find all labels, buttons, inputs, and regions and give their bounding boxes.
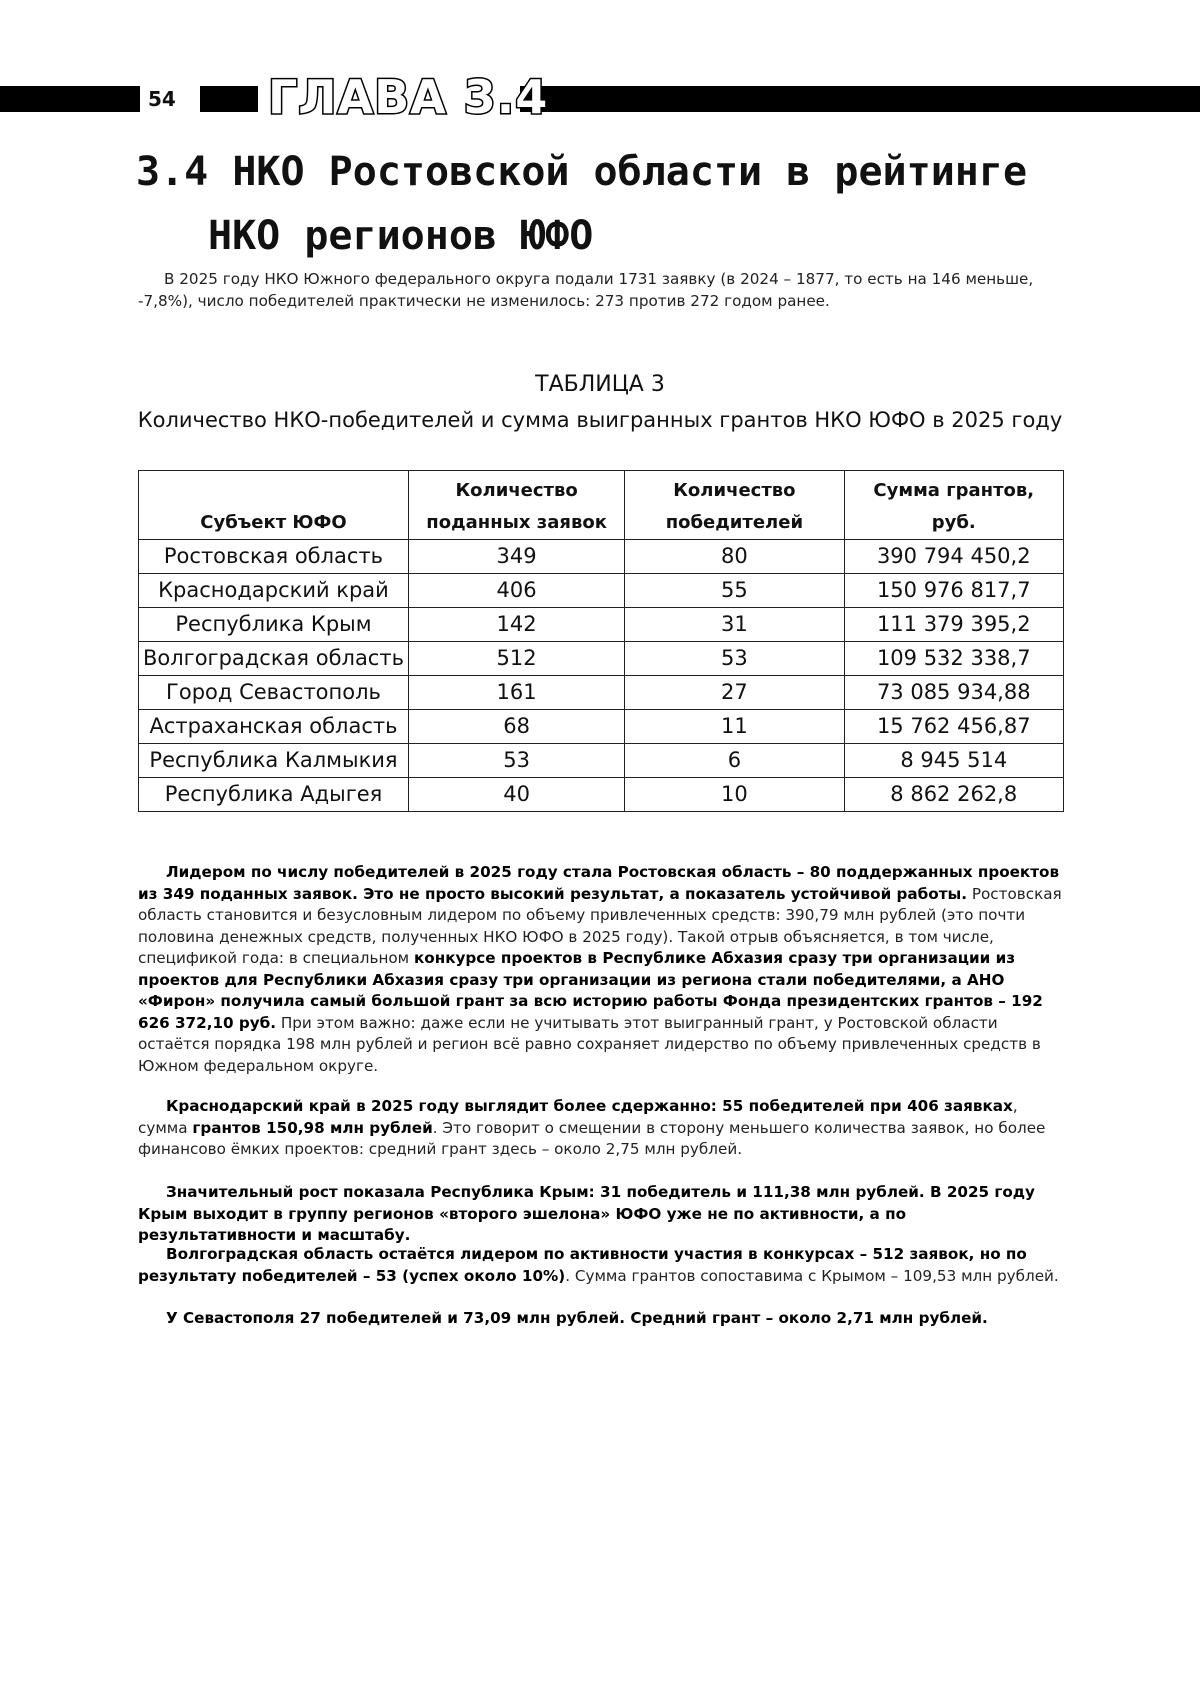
paragraph-sevastopol: У Севастополя 27 победителей и 73,09 млн рублей. Средний грант – около 2,71 млн рублей.: [166, 1309, 988, 1327]
cell-winners: 31: [625, 608, 844, 642]
cell-amount: 150 976 817,7: [844, 574, 1063, 608]
cell-applications: 53: [408, 744, 624, 778]
section-title-line1: 3.4 НКО Ростовской области в рейтинге: [136, 149, 1028, 195]
cell-amount: 390 794 450,2: [844, 540, 1063, 574]
cell-applications: 161: [408, 676, 624, 710]
cell-region: Республика Калмыкия: [139, 744, 409, 778]
cell-region: Ростовская область: [139, 540, 409, 574]
cell-amount: 8 945 514: [844, 744, 1063, 778]
header-region: Субъект ЮФО: [139, 471, 409, 540]
header-winners: Количество победителей: [625, 471, 844, 540]
cell-winners: 80: [625, 540, 844, 574]
cell-winners: 11: [625, 710, 844, 744]
section-title: [136, 140, 1116, 268]
table-label: ТАБЛИЦА 3: [535, 372, 665, 397]
intro-paragraph: В 2025 году НКО Южного федерального округа подали 1731 заявку (в 2024 – 1877, то есть на 146 меньше, -7,8%), число победителей практически не изменилось: 273 против 272 годом ранее.: [138, 270, 1034, 310]
cell-amount: 109 532 338,7: [844, 642, 1063, 676]
table-row: [139, 574, 1064, 608]
cell-amount: 15 762 456,87: [844, 710, 1063, 744]
cell-region: Город Севастополь: [139, 676, 409, 710]
cell-winners: 55: [625, 574, 844, 608]
paragraph-rostov: Лидером по числу победителей в 2025 году стала Ростовская область – 80 поддержанных проектов из 349 поданных заявок. Это не просто высокий результат, а показатель устойчивой работы. Ростовская область становится и безусловным лидером по объему привлеченных средств: 390,79 млн рублей (это почти половина денежных средств, полученных НКО ЮФО в 2025 году). Такой отрыв объясняется, в том числе, спецификой года: в специальном конкурсе проектов в Республике Абхазия сразу три организации из проектов для Республики Абхазия сразу три организации из региона стали победителями, а АНО «Фирон» получила самый большой грант за всю историю работы Фонда президентских грантов – 192 626 372,10 руб. При этом важно: даже если не учитывать этот выигранный грант, у Ростовской области остаётся порядка 198 млн рублей и регион всё равно сохраняет лидерство по объему привлеченных средств в Южном федеральном округе.: [138, 863, 1062, 1075]
paragraph-volgograd: Волгоградская область остаётся лидером по активности участия в конкурсах – 512 заявок, но по результату победителей – 53 (успех около 10%). Сумма грантов сопоставима с Крымом – 109,53 млн рублей.: [138, 1245, 1059, 1285]
cell-amount: 111 379 395,2: [844, 608, 1063, 642]
cell-applications: 40: [408, 778, 624, 812]
cell-region: Краснодарский край: [139, 574, 409, 608]
table-caption: Количество НКО-победителей и сумма выигранных грантов НКО ЮФО в 2025 году: [137, 408, 1063, 432]
section-title-line2: НКО регионов ЮФО: [208, 213, 594, 259]
table-row: [139, 608, 1064, 642]
cell-amount: 73 085 934,88: [844, 676, 1063, 710]
cell-applications: 142: [408, 608, 624, 642]
table-header-row: [139, 471, 1064, 540]
cell-region: Республика Крым: [139, 608, 409, 642]
table-row: [139, 676, 1064, 710]
table-row: [139, 710, 1064, 744]
cell-region: Республика Адыгея: [139, 778, 409, 812]
cell-applications: 512: [408, 642, 624, 676]
cell-winners: 53: [625, 642, 844, 676]
cell-applications: 406: [408, 574, 624, 608]
header-amount: Сумма грантов, руб.: [844, 471, 1063, 540]
cell-region: Астраханская область: [139, 710, 409, 744]
cell-applications: 68: [408, 710, 624, 744]
cell-applications: 349: [408, 540, 624, 574]
paragraph-krasnodar: Краснодарский край в 2025 году выглядит более сдержанно: 55 победителей при 406 заявках, сумма грантов 150,98 млн рублей. Это говорит о смещении в сторону меньшего количества заявок, но более финансово ёмких проектов: средний грант здесь – около 2,75 млн рублей.: [138, 1097, 1046, 1158]
table-row: [139, 778, 1064, 812]
cell-amount: 8 862 262,8: [844, 778, 1063, 812]
page-number: 54: [148, 87, 176, 111]
cell-winners: 10: [625, 778, 844, 812]
paragraph-crimea: Значительный рост показала Республика Крым: 31 победитель и 111,38 млн рублей. В 2025 году Крым выходит в группу регионов «второго эшелона» ЮФО уже не по активности, а по результативности и масштабу.: [138, 1183, 1035, 1244]
cell-winners: 27: [625, 676, 844, 710]
table-row: [139, 642, 1064, 676]
table-row: [139, 744, 1064, 778]
chapter-label: ГЛАВА 3.4: [268, 70, 549, 124]
grants-table: [138, 470, 1064, 812]
header-applications: Количество поданных заявок: [408, 471, 624, 540]
table-row: [139, 540, 1064, 574]
cell-region: Волгоградская область: [139, 642, 409, 676]
cell-winners: 6: [625, 744, 844, 778]
